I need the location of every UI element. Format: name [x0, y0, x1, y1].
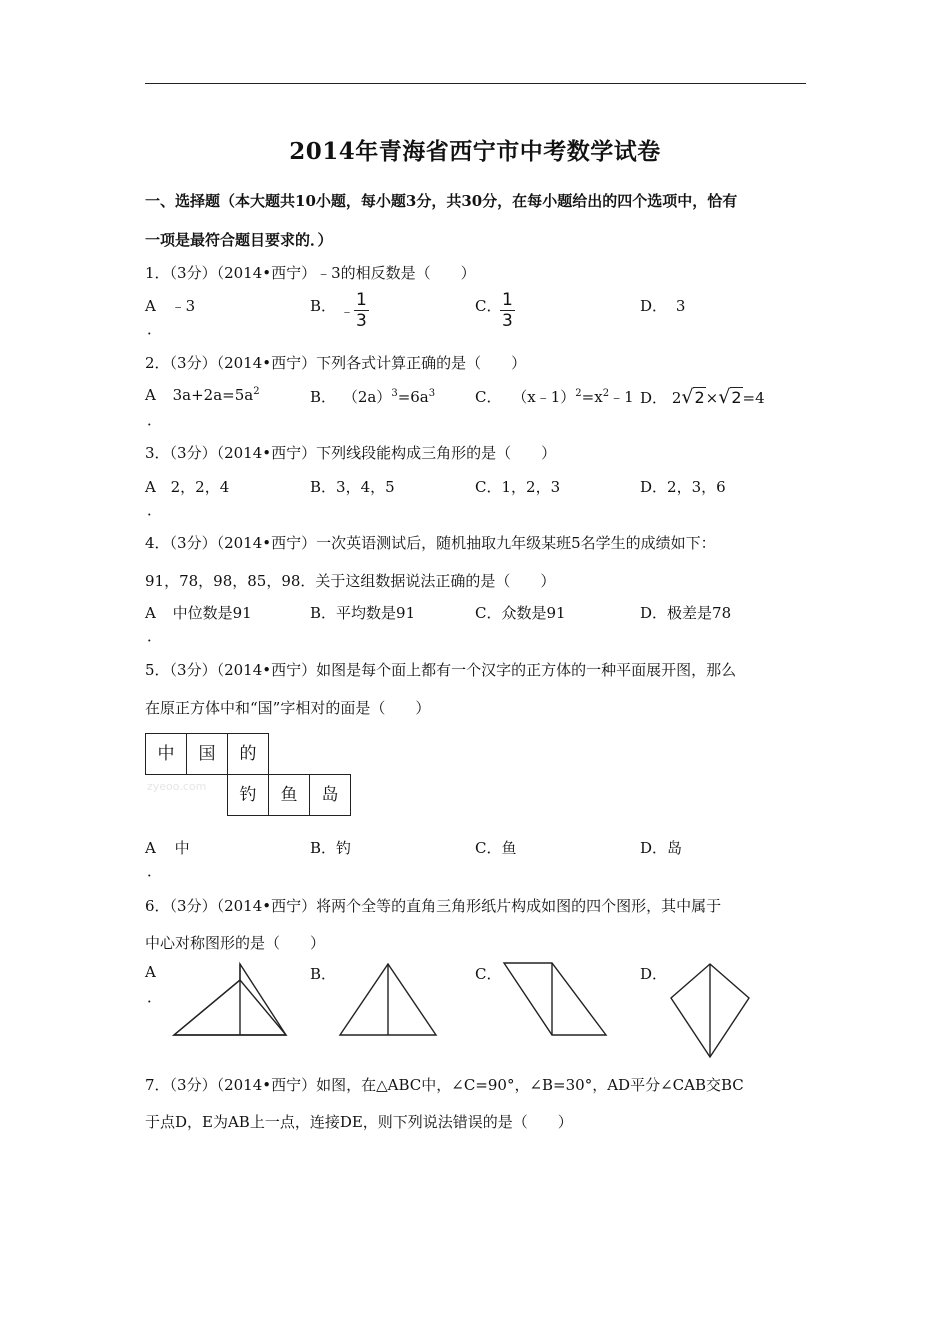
q1-option-b-denominator: 3: [356, 311, 367, 331]
q5-option-c-label: C．: [475, 839, 502, 857]
q3-option-b-text: 3，4，5: [336, 478, 395, 496]
q6-option-d-label: D．: [640, 965, 668, 983]
q2-option-c-tail: ﹣1: [609, 388, 634, 406]
q3-option-b: [310, 476, 395, 497]
q1-option-a: [145, 295, 195, 316]
q2-option-d-text: [671, 386, 765, 408]
q2-option-c: [475, 386, 634, 407]
sqrt-icon: √: [681, 386, 694, 408]
q2-option-d-tail: =4: [742, 389, 765, 407]
q2-option-b-base: （2a）: [342, 388, 392, 406]
q3-option-d-label: D．: [640, 478, 668, 496]
q2-option-a-label: A: [145, 386, 156, 404]
q2-option-d-radicand-2: 2: [731, 388, 742, 407]
q2-option-c-result-exponent: 2: [602, 388, 610, 399]
q1-option-a-text: ﹣3: [170, 297, 196, 315]
q5-option-d: [640, 837, 682, 858]
q3-option-c-label: C．: [475, 478, 502, 496]
q3-option-a-dot: ．: [147, 501, 163, 519]
q3-option-d-text: 2，3，6: [667, 478, 726, 496]
q2-option-d-label: D．: [640, 389, 668, 407]
q5-option-c-text: 鱼: [501, 839, 517, 857]
q4-option-d-text: 极差是78: [667, 604, 732, 622]
q5-option-b-label: B．: [310, 839, 337, 857]
question-3-stem: 3．（3分）（2014•西宁）下列线段能构成三角形的是（ ）: [145, 444, 557, 462]
q6-option-a-label: A: [145, 963, 156, 981]
q4-option-d-label: D．: [640, 604, 668, 622]
q3-option-b-label: B．: [310, 478, 337, 496]
cube-face-6: 岛: [309, 774, 351, 816]
q4-option-a-text: 中位数是91: [172, 604, 252, 622]
q4-option-b-label: B．: [310, 604, 337, 622]
q5-option-b: [310, 837, 351, 858]
q1-option-b-fraction: [340, 292, 369, 330]
q3-option-d: [640, 476, 726, 497]
cube-face-3: 的: [227, 733, 269, 775]
question-5-stem-line-1: 5．（3分）（2014•西宁）如图是每个面上都有一个汉字的正方体的一种平面展开图，那么: [145, 661, 737, 679]
q5-option-c: [475, 837, 517, 858]
q2-option-a-exponent: 2: [253, 386, 260, 397]
header-rule: [145, 83, 806, 84]
q1-option-c-numerator: 1: [502, 290, 513, 310]
q2-option-d-coefficient: 2: [671, 389, 682, 407]
q6-figure-b: [336, 960, 440, 1040]
question-5-stem-line-2: 在原正方体中和“国”字相对的面是（ ）: [145, 699, 431, 717]
question-7-stem-line-2: 于点D，E为AB上一点，连接DE，则下列说法错误的是（ ）: [145, 1113, 573, 1131]
q2-option-c-label: C．: [475, 388, 502, 406]
question-7-stem-line-1: 7．（3分）（2014•西宁）如图，在△ABC中，∠C=90°，∠B=30°，AD平分∠CAB交BC: [145, 1076, 744, 1094]
question-4-stem-line-1: 4．（3分）（2014•西宁）一次英语测试后，随机抽取九年级某班5名学生的成绩如下：: [145, 534, 716, 552]
sqrt-icon: √: [718, 386, 731, 408]
q4-option-b: [310, 602, 415, 623]
q5-option-a-text: 中: [174, 839, 190, 857]
watermark: zyeoo.com: [147, 780, 207, 793]
q2-option-a-text: [173, 386, 260, 404]
question-2-stem: 2．（3分）（2014•西宁）下列各式计算正确的是（ ）: [145, 354, 527, 372]
cube-face-4: 钓: [227, 774, 269, 816]
q2-option-b-text: [343, 388, 435, 406]
q2-option-d-radicand-1: 2: [694, 388, 705, 407]
q2-option-d: [640, 386, 765, 408]
question-6-stem-line-1: 6．（3分）（2014•西宁）将两个全等的直角三角形纸片构成如图的四个图形，其中属于: [145, 897, 722, 915]
q3-option-a-text: 2，2，4: [170, 478, 230, 496]
question-6-stem-line-2: 中心对称图形的是（ ）: [145, 934, 326, 952]
q3-option-c: [475, 476, 560, 497]
page-title: 2014年青海省西宁市中考数学试卷: [289, 138, 661, 165]
q2-option-b-exponent: 3: [391, 388, 398, 399]
q2-option-c-base: （x﹣1）: [512, 388, 576, 406]
q1-option-a-dot: ．: [147, 320, 163, 338]
cube-net-figure: [145, 733, 355, 823]
q2-option-b-result: =6a: [397, 388, 429, 406]
q2-option-a-dot: ．: [147, 411, 163, 429]
q1-option-d: [640, 295, 685, 316]
q2-option-a-base: 3a+2a=5a: [172, 386, 254, 404]
q1-option-b-label: B．: [310, 297, 337, 315]
q4-option-b-text: 平均数是91: [336, 604, 416, 622]
q2-option-d-times: ×: [705, 389, 719, 407]
q4-option-c-text: 众数是91: [501, 604, 566, 622]
q2-option-b-result-exponent: 3: [428, 388, 436, 399]
q1-option-b: [310, 295, 336, 316]
cube-face-1: 中: [145, 733, 187, 775]
q5-option-d-label: D．: [640, 839, 668, 857]
q4-option-c: [475, 602, 566, 623]
q1-option-b-numerator: 1: [356, 290, 367, 310]
q4-option-a: [145, 602, 252, 623]
q3-option-a-label: A: [145, 478, 156, 496]
q2-option-a: [145, 386, 260, 404]
q1-option-d-text: 3: [675, 297, 686, 315]
q2-option-c-text: [512, 388, 633, 406]
q1-option-c-denominator: 3: [502, 311, 513, 331]
q1-option-a-label: A: [145, 297, 156, 315]
q6-figure-d: [665, 960, 755, 1062]
q3-option-a: [145, 476, 229, 497]
q4-option-a-label: A: [145, 604, 156, 622]
q1-option-c-fraction: [500, 292, 515, 330]
q5-option-a-dot: ．: [147, 862, 163, 880]
q3-option-c-text: 1，2，3: [501, 478, 561, 496]
q4-option-d: [640, 602, 731, 623]
question-4-stem-line-2: 91，78，98，85，98．关于这组数据说法正确的是（ ）: [145, 572, 556, 590]
section-heading-line-2: 一项是最符合题目要求的．）: [145, 231, 333, 249]
q2-option-c-exponent: 2: [575, 388, 582, 399]
q6-option-b-label: B．: [310, 965, 337, 983]
q4-option-c-label: C．: [475, 604, 502, 622]
q2-option-c-result: =x: [581, 388, 603, 406]
q2-option-b-label: B．: [310, 388, 337, 406]
cube-face-2: 国: [186, 733, 228, 775]
q5-option-d-text: 岛: [667, 839, 683, 857]
question-1-stem: 1．（3分）（2014•西宁）﹣3的相反数是（ ）: [145, 264, 476, 282]
q4-option-a-dot: ．: [147, 627, 163, 645]
q1-option-d-label: D．: [640, 297, 668, 315]
q6-figure-a: [170, 960, 290, 1040]
q6-option-a-dot: ．: [147, 988, 163, 1006]
q1-option-b-sign: ﹣: [340, 304, 354, 320]
q5-option-b-text: 钓: [336, 839, 352, 857]
q1-option-c-label: C．: [475, 297, 502, 315]
q2-option-b: [310, 386, 435, 407]
section-heading-line-1: 一、选择题（本大题共10小题，每小题3分，共30分，在每小题给出的四个选项中，恰有: [145, 192, 738, 210]
q5-option-a: [145, 837, 190, 858]
q1-option-c: [475, 295, 501, 316]
q6-figure-c: [500, 960, 610, 1040]
q5-option-a-label: A: [145, 839, 156, 857]
q6-option-c-label: C．: [475, 965, 502, 983]
cube-face-5: 鱼: [268, 774, 310, 816]
